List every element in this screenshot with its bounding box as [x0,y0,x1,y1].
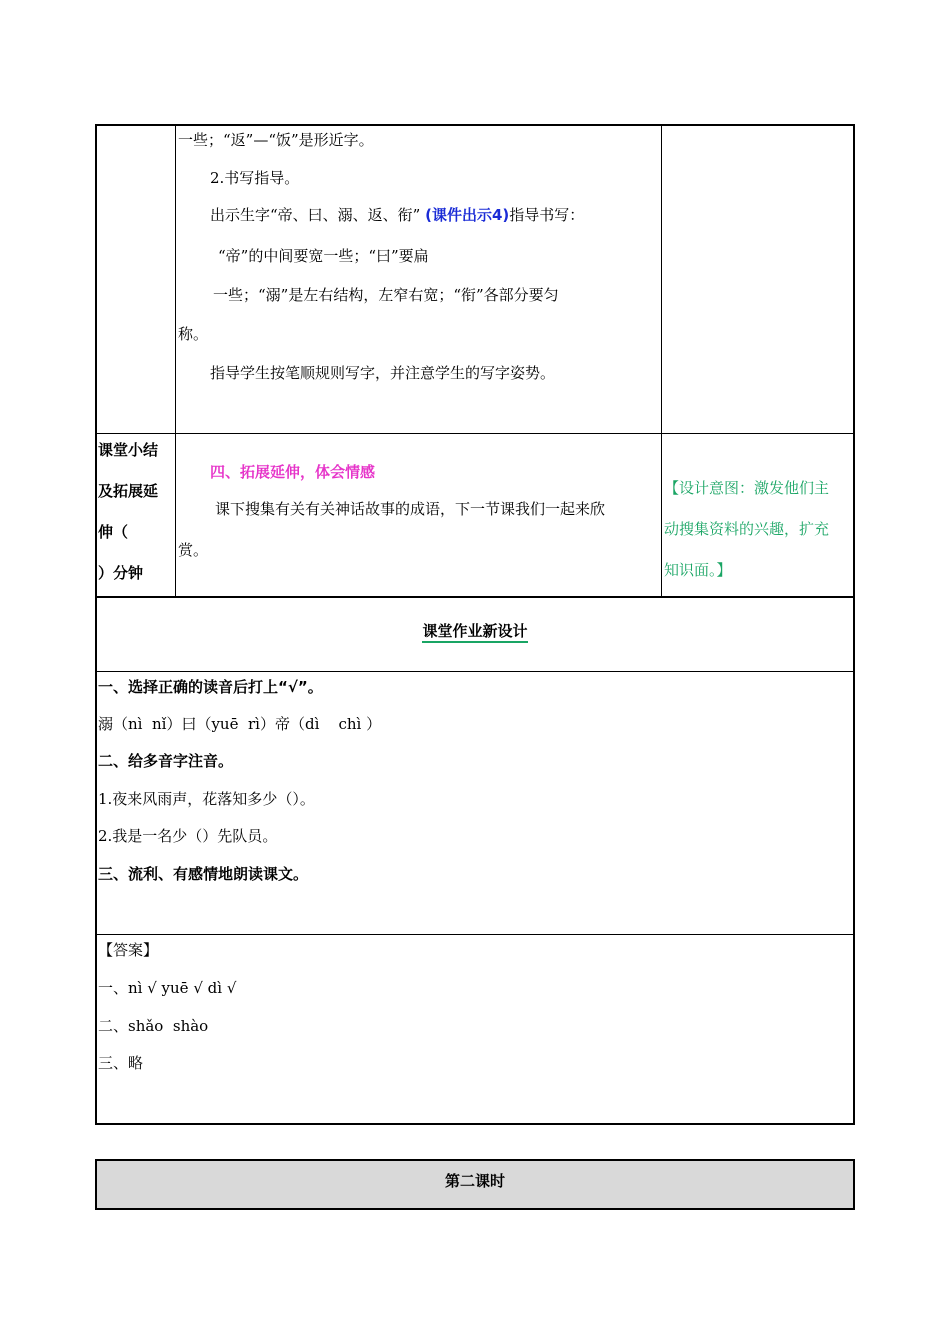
question-title: 三、流利、有感情地朗读课文。 [98,865,309,883]
question-title: 一、选择正确的读音后打上“√”。 [98,678,323,696]
extension-body: 课下搜集有关有关神话故事的成语，下一节课我们一起来欣 [215,500,606,518]
homework-title-text: 课堂作业新设计 [422,622,527,643]
summary-label-line: ）分钟 [98,564,144,582]
text-line: 一些；“溺”是左右结构，左窄右宽；“衔”各部分要匀 [213,286,559,304]
summary-label-line: 伸（ [98,523,129,541]
answer-line: 三、略 [98,1054,144,1072]
design-intent-line: 动搜集资料的兴趣，扩充 [664,520,830,538]
text-segment: 出示生字“帝、曰、溺、返、衔” [210,206,421,224]
text-line [210,205,584,225]
extension-heading: 四、拓展延伸，体会情感 [210,463,376,481]
answer-label: 【答案】 [98,941,159,959]
answer-line: 二、shǎo shào [98,1017,209,1035]
summary-label-line: 及拓展延 [98,482,159,500]
row-divider [96,671,854,672]
question-line: 1.夜来风雨声，花落知多少（）。 [98,790,315,808]
summary-label-line: 课堂小结 [98,441,159,459]
courseware-ref: (课件出示4) [425,206,510,224]
row-divider [96,934,854,935]
design-intent-line: 知识面。】 [664,561,732,579]
answer-line: 一、nì √ yuē √ dì √ [98,979,237,997]
question-line: 溺（nì nǐ）曰（yuē rì）帝（dì chì ） [98,715,382,733]
text-segment: 指导书写： [509,206,585,224]
question-line: 2.我是一名少（）先队员。 [98,827,278,845]
homework-table [95,596,855,1125]
homework-title [0,621,950,641]
text-line: 指导学生按笔顺规则写字，并注意学生的写字姿势。 [210,364,556,382]
design-intent-line: 【设计意图：激发他们主 [664,479,830,497]
section-title: 第二课时 [444,1172,505,1190]
col-divider-right [661,125,662,597]
row-divider [96,433,854,434]
text-line: 一些；“返”—“饭”是形近字。 [178,131,374,149]
extension-body: 赏。 [178,541,209,559]
question-title: 二、给多音字注音。 [98,752,234,770]
text-line: 称。 [178,325,209,343]
text-line: 2.书写指导。 [210,169,300,187]
col-divider-left [175,125,176,597]
text-line: “帝”的中间要宽一些；“曰”要扁 [218,247,429,265]
